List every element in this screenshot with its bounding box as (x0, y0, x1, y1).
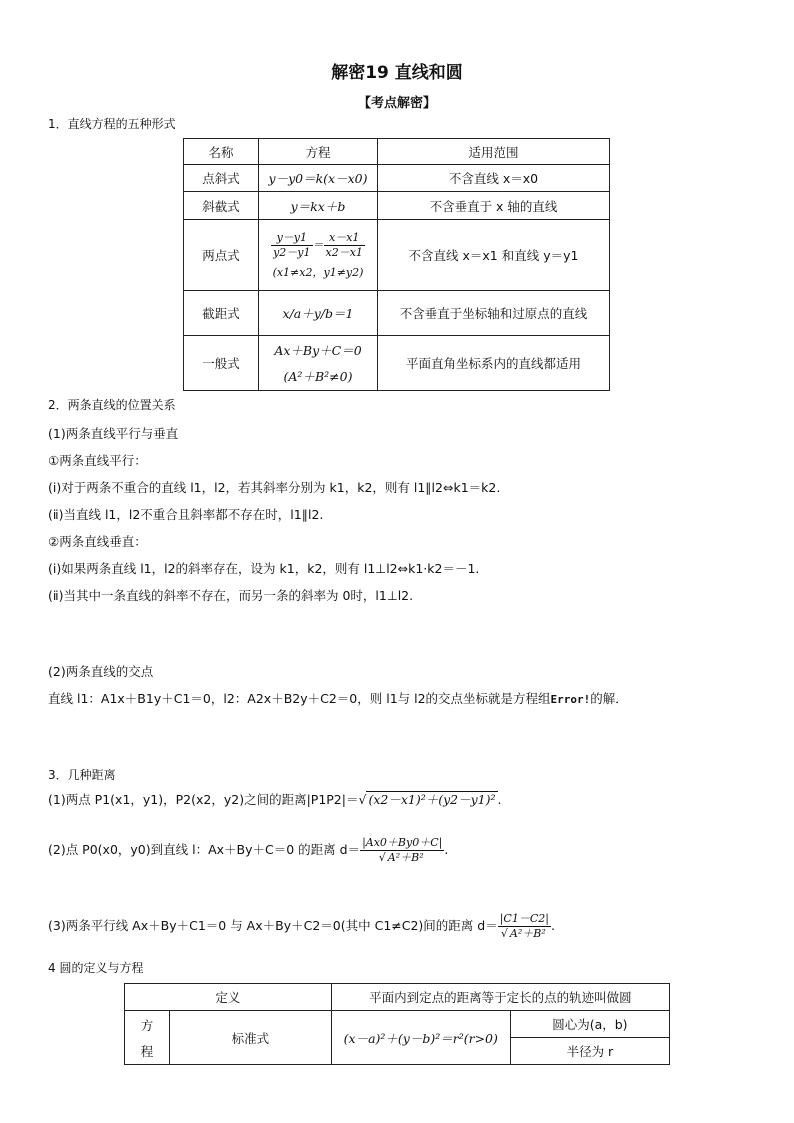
fraction-left: $\frac{y-y1}{y2-y1}$ (273, 230, 311, 259)
definition-text: 平面内到定点的距离等于定长的点的轨迹叫做圆 (331, 984, 669, 1011)
paragraph: (ⅱ)当其中一条直线的斜率不存在，而另一条的斜率为 0时，l1⊥l2. (48, 588, 414, 603)
col-header-range: 适用范围 (378, 139, 610, 165)
distance-formula-3: (3)两条平行线 Ax＋By＋C1＝0 与 Ax＋By＋C2＝0(其中 C1≠C2)间的距离 d＝ $\frac{|C1-C2|}{\text{√ A²＋B²}}$ . (48, 912, 555, 940)
paragraph: ②两条直线垂直： (48, 534, 147, 549)
row-range: 不含垂直于坐标轴和过原点的直线 (378, 291, 610, 336)
row-name: 一般式 (184, 336, 259, 391)
row-equation: x/a＋y/b＝1 (259, 291, 378, 336)
table-row (184, 165, 610, 192)
row-equation: y＝kx＋b (259, 192, 378, 220)
row-condition: (x1≠x2，y1≠y2) (272, 265, 364, 279)
page-title: 解密19 直线和圆 (331, 63, 463, 83)
paragraph: (2)两条直线的交点 (48, 664, 154, 679)
table-row (184, 291, 610, 336)
row-name: 点斜式 (184, 165, 259, 192)
section-3-heading: 3．几种距离 (48, 768, 116, 782)
table-row (184, 336, 610, 391)
row-range: 不含垂直于 x 轴的直线 (378, 192, 610, 220)
row-range: 平面直角坐标系内的直线都适用 (378, 336, 610, 391)
row-equation: Ax＋By＋C＝0 (A²＋B²≠0) (259, 336, 378, 391)
section-4-heading: 4 圆的定义与方程 (48, 961, 144, 975)
standard-form-label: 标准式 (170, 1011, 332, 1065)
line-equation-table (183, 138, 610, 391)
circle-table (124, 983, 670, 1065)
circle-radius: 半径为 r (510, 1038, 669, 1065)
page-subtitle: 【考点解密】 (357, 96, 436, 111)
paragraph: (1)两条直线平行与垂直 (48, 426, 179, 441)
col-header-name: 名称 (184, 139, 259, 165)
row-range: 不含直线 x＝x0 (378, 165, 610, 192)
row-name: 两点式 (184, 220, 259, 291)
paragraph: ①两条直线平行： (48, 453, 147, 468)
row-equation: $\frac{y-y1}{y2-y1}$ ＝ $\frac{x-x1}{x2-x1}$ (x1≠x2，y1≠y2) (259, 220, 378, 291)
table-row (184, 192, 610, 220)
row-range: 不含直线 x＝x1 和直线 y＝y1 (378, 220, 610, 291)
error-field: Error! (550, 693, 591, 706)
table-row (184, 220, 610, 291)
paragraph: 直线 l1：A1x＋B1y＋C1＝0，l2：A2x＋B2y＋C2＝0，则 l1与 l2的交点坐标就是方程组Error!的解． (48, 691, 628, 706)
row-equation: y－y0＝k(x－x0) (259, 165, 378, 192)
distance-formula-1: (1)两点 P1(x1，y1)，P2(x2，y2)之间的距离|P1P2|＝√ (x2－x1)²＋(y2－y1)² . (48, 792, 502, 807)
paragraph: (ⅱ)当直线 l1，l2不重合且斜率都不存在时，l1∥l2. (48, 507, 324, 522)
section-1-heading: 1．直线方程的五种形式 (48, 117, 176, 131)
section-2-heading: 2．两条直线的位置关系 (48, 398, 176, 412)
distance-formula-2: (2)点 P0(x0，y0)到直线 l：Ax＋By＋C＝0 的距离 d＝ $\frac{|Ax0+By0+C|}{\text{√ A²＋B²}}$ . (48, 836, 449, 864)
standard-form-equation: (x－a)²＋(y－b)²＝r²(r>0) (331, 1011, 510, 1065)
circle-center: 圆心为(a，b) (510, 1011, 669, 1038)
row-name: 斜截式 (184, 192, 259, 220)
fraction-right: $\frac{x-x1}{x2-x1}$ (325, 230, 363, 259)
paragraph: (ⅰ)对于两条不重合的直线 l1，l2，若其斜率分别为 k1，k2，则有 l1∥l2⇔k1＝k2. (48, 480, 501, 495)
row-name: 截距式 (184, 291, 259, 336)
definition-label: 定义 (125, 984, 332, 1011)
paragraph: (ⅰ)如果两条直线 l1，l2的斜率存在，设为 k1，k2，则有 l1⊥l2⇔k1·k2＝－1. (48, 561, 480, 576)
col-header-equation: 方程 (259, 139, 378, 165)
equation-label: 方 程 (125, 1011, 170, 1065)
